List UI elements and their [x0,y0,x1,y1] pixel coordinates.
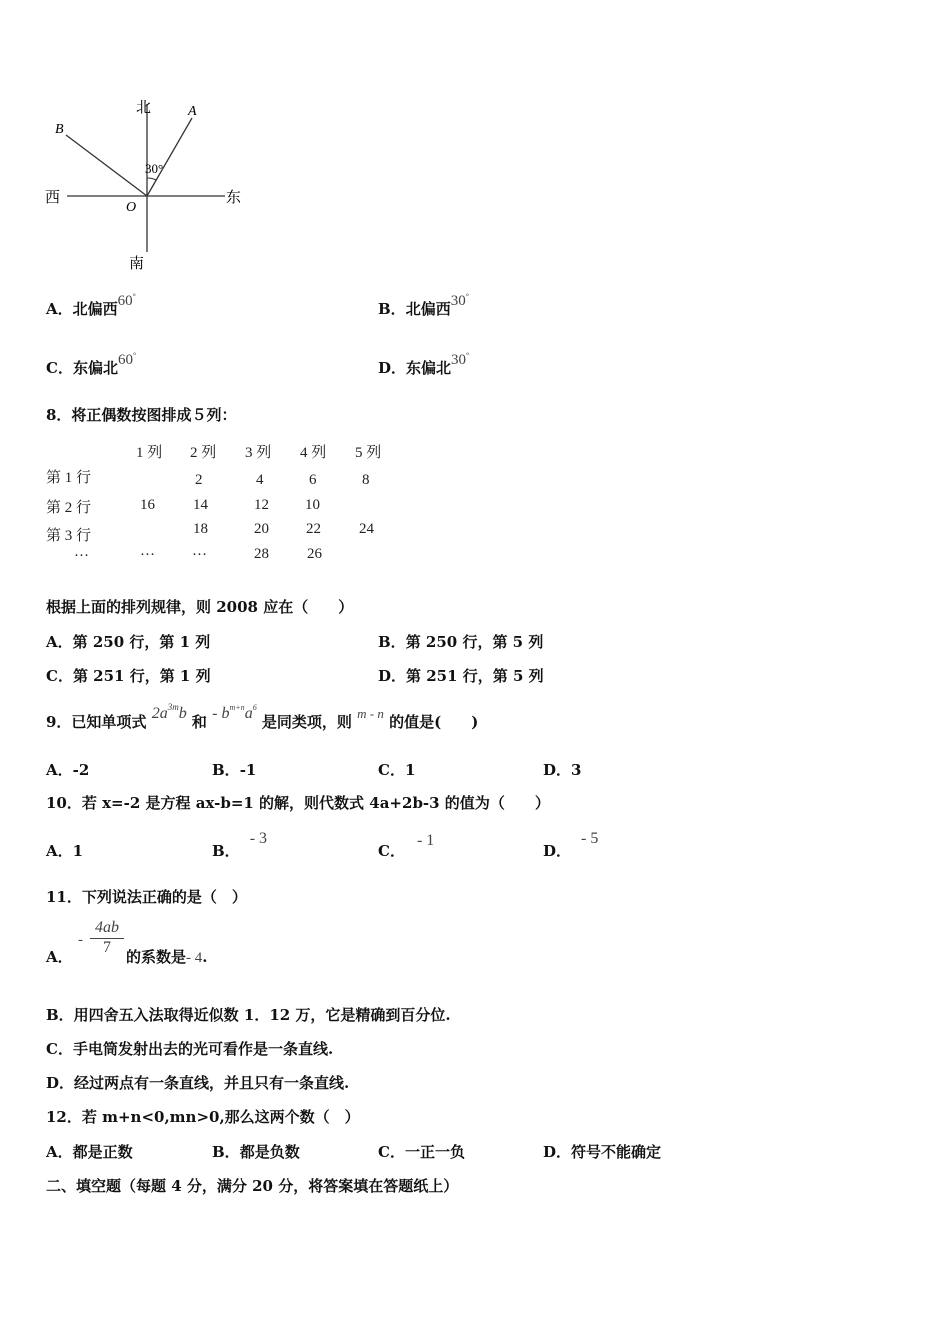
col-header: 1 列 [136,445,163,461]
q8-stem: 8．将正偶数按图排成５列： [46,406,237,424]
label-west: 西 [45,190,61,206]
q9-mid: 是同类项，则 [261,713,352,731]
table-cell: … [140,543,155,559]
degree-unit: ° [132,351,137,360]
term1-coef: 2a [151,705,168,722]
option-letter: A． [46,842,73,860]
q7-option-a[interactable] [46,292,136,319]
q8-option-c[interactable] [46,665,211,686]
option-text: 符号不能确定 [571,1143,662,1161]
term2 [212,705,257,722]
table-cell: 14 [193,497,208,513]
option-letter: B． [212,761,240,779]
option-letter: A． [46,1143,73,1161]
q11-option-b[interactable]: B．用四舍五入法取得近似数 1．12 万，它是精确到百分位. [46,1006,451,1024]
option-text: 1 [72,842,84,860]
option-text: 北偏西 [405,300,451,318]
option-letter: D． [543,1143,572,1161]
q8-option-b[interactable] [378,631,543,652]
q9-option-c[interactable] [378,759,415,780]
option-letter: A． [46,633,73,651]
section-heading: 二、填空题（每题 4 分，满分 20 分，将答案填在答题纸上） [46,1177,459,1195]
option-letter: A． [46,300,73,318]
label-a: A [188,104,197,119]
q10-option-c[interactable] [378,832,435,861]
option-letter: C． [378,842,405,860]
ray-ob [66,135,147,196]
q9-expr: m - n [357,706,384,721]
option-text: -2 [72,761,90,779]
option-letter: C． [378,1143,405,1161]
option-letter: C． [46,667,73,685]
q8-question: 根据上面的排列规律，则 2008 应在（ ） [46,598,354,616]
table-cell: 6 [309,472,317,488]
label-angle: 30° [145,161,164,176]
q9-option-b[interactable] [212,759,256,780]
option-letter: B． [212,842,240,860]
option-text: 1 [404,761,416,779]
q11-a-end: . [202,948,208,966]
degree-unit: ° [465,292,469,301]
q11-option-a-text [126,946,208,967]
row-label: 第 2 行 [46,500,92,516]
option-text: - 3 [249,830,268,847]
q11-option-d[interactable]: D．经过两点有一条直线，并且只有一条直线. [46,1074,350,1092]
q10-option-a[interactable] [46,840,83,861]
option-degree: 30 [451,352,467,368]
option-letter: B． [378,633,406,651]
option-text: 第 250 行，第 1 列 [72,633,211,651]
row-label: 第 1 行 [46,470,92,486]
term1 [151,702,187,722]
q10-option-b[interactable] [212,830,268,861]
table-cell: 16 [140,497,155,513]
q10-option-d[interactable] [543,830,599,861]
compass-diagram [40,92,260,277]
option-degree: 30 [450,293,466,309]
option-text: 一正一负 [404,1143,465,1161]
q12-option-c[interactable] [378,1141,465,1162]
q8-option-a[interactable] [46,631,210,652]
q9-option-a[interactable] [46,759,89,780]
table-cell: 12 [254,497,269,513]
table-cell: 18 [193,521,208,537]
label-b: B [55,122,64,137]
label-north: 北 [136,100,152,116]
q7-option-c[interactable] [46,351,137,378]
label-o: O [126,200,137,215]
degree-unit: ° [132,292,136,301]
q9-option-d[interactable] [543,759,581,780]
term1-exp: 3m [167,702,179,712]
q11-fraction-sign: - [78,932,83,948]
option-letter: D． [378,667,407,685]
label-east: 东 [226,190,242,206]
option-text: 东偏北 [72,359,118,377]
option-text: 北偏西 [72,300,118,318]
term2-bexp: m+n [229,703,245,712]
term2-a: a [244,705,253,722]
col-header: 3 列 [245,445,272,461]
option-degree: 60 [117,293,133,309]
q12-option-a[interactable] [46,1141,133,1162]
option-text: - 5 [581,830,599,847]
q9-stem [46,702,479,732]
option-text: 都是正数 [72,1143,133,1161]
row-label: … [74,544,89,560]
table-cell: 4 [256,472,264,488]
option-letter: C． [378,761,405,779]
option-letter: B． [212,1143,240,1161]
table-cell: 2 [195,472,203,488]
row-label: 第 3 行 [46,528,92,544]
col-header: 5 列 [355,445,382,461]
table-cell: 20 [254,521,269,537]
table-cell: 22 [306,521,321,537]
q10-stem: 10．若 x=-2 是方程 ax-b=1 的解，则代数式 4a+2b-3 的值为（ ） [46,794,550,812]
table-cell: 8 [362,472,370,488]
degree-unit: ° [466,351,470,360]
option-letter: A． [46,761,73,779]
ray-oa [147,118,192,196]
table-cell: 26 [307,546,322,562]
q7-option-d[interactable] [378,351,470,378]
fraction-denominator: 7 [103,939,111,956]
q8-option-d[interactable] [378,665,544,686]
option-letter: B． [378,300,406,318]
q12-option-d[interactable] [543,1141,661,1162]
term2-sign: - [212,705,218,722]
term1-b: b [178,705,187,722]
q7-option-b[interactable] [378,292,469,319]
table-cell: 28 [254,546,269,562]
q12-stem: 12．若 m+n<0,mn>0,那么这两个数（ ） [46,1108,360,1126]
option-letter: C． [46,359,73,377]
q11-option-c[interactable]: C．手电筒发射出去的光可看作是一条直线. [46,1040,334,1058]
label-south: 南 [129,256,145,272]
option-text: 东偏北 [406,359,452,377]
option-letter: D． [378,359,407,377]
q9-suffix: 的值是( ) [389,713,479,731]
option-text: 第 251 行，第 1 列 [72,667,211,685]
table-cell: … [192,543,207,559]
option-text: 第 251 行，第 5 列 [406,667,544,685]
option-letter: D． [543,842,572,860]
q11-fraction [90,919,124,957]
option-letter: D． [543,761,572,779]
term2-aexp: 6 [252,703,257,712]
table-cell: 24 [359,521,374,537]
option-text: 都是负数 [239,1143,300,1161]
option-degree: 60 [117,352,133,368]
q11-option-a-letter[interactable]: A． [46,948,73,966]
angle-arc [147,178,156,180]
option-text: -1 [239,761,257,779]
col-header: 4 列 [300,445,327,461]
q9-and: 和 [191,713,207,731]
q11-a-text: 的系数是 [126,948,187,966]
table-cell: 10 [305,497,320,513]
term2-b: b [221,705,230,722]
fraction-numerator: 4ab [90,919,124,939]
q11-stem: 11．下列说法正确的是（ ） [46,888,247,906]
option-text: - 1 [416,832,435,849]
q12-option-b[interactable] [212,1141,300,1162]
q9-prefix: 9．已知单项式 [46,713,147,731]
q11-a-value: - 4 [186,950,203,966]
option-text: 第 250 行，第 5 列 [405,633,544,651]
col-header: 2 列 [190,445,217,461]
option-text: 3 [571,761,582,779]
